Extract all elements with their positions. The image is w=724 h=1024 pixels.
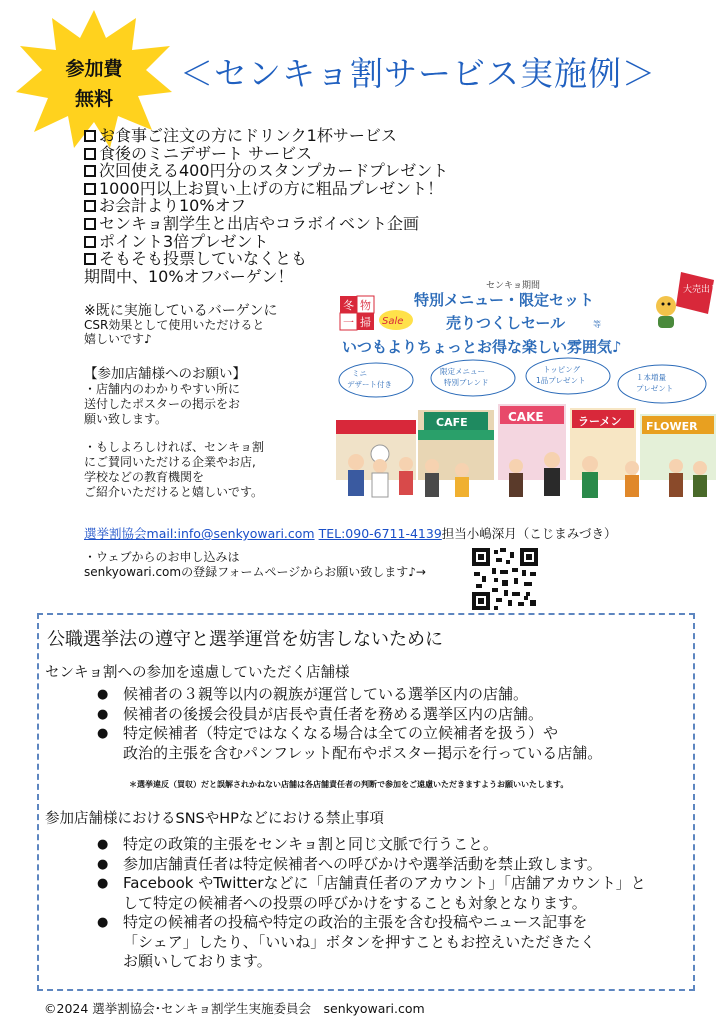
svg-text:大売出し: 大売出し <box>683 285 718 295</box>
list-item: ● 参加店舗責任者は特定候補者への呼びかけや選挙活動を禁止致します。 <box>97 855 646 875</box>
illustration-sale: 売りつくしセール <box>446 314 566 332</box>
list-item: ● 候補者の３親等以内の親族が運営している選挙区内の店舗。 <box>97 685 602 705</box>
request-heading: 【参加店舗様へのお願い】 <box>84 366 246 382</box>
service-item: そもそも投票していなくとも <box>84 250 544 268</box>
checkbox-icon <box>84 218 96 230</box>
list-item: ● Facebook やTwitterなどに「店舗責任者のアカウント」「店舗アカウント」と して特定の候補者への投票の呼びかけをすることも対象となります。 <box>97 874 646 913</box>
shop-sign-ramen: ラーメン <box>578 415 622 428</box>
svg-text:１本増量: １本増量 <box>636 373 666 382</box>
checkbox-icon <box>84 200 96 212</box>
badge-line-2: 無料 <box>74 88 113 110</box>
svg-text:限定メニュー: 限定メニュー <box>440 367 485 376</box>
service-item: ポイント3倍プレゼント <box>84 233 544 251</box>
list-item: ● 特定の政策的主張をセンキョ割と同じ文脈で行うこと。 <box>97 835 646 855</box>
footer: ©2024 選挙割協会･センキョ割学生実施委員会 senkyowari.com <box>44 1001 425 1016</box>
illustration-period: センキョ期間 <box>486 281 541 291</box>
shop-sign-cafe: CAFE <box>436 416 468 429</box>
web-application-note: ・ウェブからのお申し込みは senkyowari.comの登録フォームページからお願い致します♪→ <box>84 550 426 579</box>
shop-sign-flower: FLOWER <box>646 420 698 433</box>
service-item-continuation: 期間中、10%オフバーゲン！ <box>84 266 294 286</box>
org-link[interactable]: 選挙割協会 <box>84 526 147 541</box>
email-link[interactable]: mail:info@senkyowari.com <box>146 526 315 541</box>
bubble-mini-dessert <box>339 363 413 397</box>
election-note: ＊選挙違反（買収）だと誤解されかねない店舗は各店舗責任者の判断で参加をご遠慮いただきますようお願いいたします。 <box>129 780 569 789</box>
contact-person: 担当小嶋深月（こじまみづき） <box>441 526 617 541</box>
sns-prohibitions-heading: 参加店舗様におけるSNSやHPなどにおける禁止事項 <box>45 811 384 827</box>
shop-sign-cake: CAKE <box>508 410 544 424</box>
restricted-shops-list <box>97 685 602 763</box>
sale-tag-icon <box>379 310 413 330</box>
bubble-topping <box>526 358 610 394</box>
service-item: お会計より10%オフ <box>84 197 544 215</box>
badge-line-1: 参加費 <box>65 58 123 80</box>
tel-link[interactable]: TEL:090-6711-4139 <box>318 526 442 541</box>
illustration-tagline: いつもよりちょっとお得な楽しい雰囲気♪ <box>342 338 622 356</box>
svg-text:プレゼント: プレゼント <box>636 384 674 393</box>
svg-text:Sale: Sale <box>382 316 404 327</box>
svg-text:冬: 冬 <box>343 299 354 312</box>
shop-street-illustration <box>336 270 718 520</box>
list-item: ● 特定候補者（特定ではなくなる場合は全ての立候補者を扱う）や 政治的主張を含むパンフレット配布やポスター掲示を行っている店舗。 <box>97 724 602 763</box>
svg-text:掃: 掃 <box>360 316 371 329</box>
qr-code-icon[interactable] <box>472 548 538 610</box>
csr-note: ※既に実施しているバーゲンに CSR効果として使用いただけると 嬉しいです♪ <box>84 303 278 346</box>
illustration-menu: 特別メニュー・限定セット <box>414 291 595 309</box>
election-heading: 公職選挙法の遵守と選挙運営を妨害しないために <box>47 629 443 650</box>
list-item: ● 特定の候補者の投稿や特定の政治的主張を含む投稿やニュース記事を 「シェア」したり、「いいね」ボタンを押すこともお控えいただきたく お願いしております。 <box>97 913 646 972</box>
svg-text:特別ブレンド: 特別ブレンド <box>444 378 489 387</box>
checkbox-icon <box>84 165 96 177</box>
contact-line <box>84 524 617 542</box>
shop-fronts <box>336 404 718 520</box>
checkbox-icon <box>84 253 96 265</box>
svg-text:トッピング: トッピング <box>543 365 581 374</box>
service-item: 次回使える400円分のスタンプカードプレゼント <box>84 162 544 180</box>
checkbox-icon <box>84 236 96 248</box>
election-law-notice <box>37 613 695 991</box>
page-title: ＜センキョ割サービス実施例＞ <box>180 54 656 93</box>
list-item: ● 候補者の後援会役員が店長や責任者を務める選挙区内の店舗。 <box>97 705 602 725</box>
winter-sale-sign <box>340 296 374 330</box>
service-item: 1000円以上お買い上げの方に粗品プレゼント！ <box>84 180 544 198</box>
big-sale-mascot-icon <box>656 272 718 328</box>
sns-prohibitions-list <box>97 835 646 972</box>
svg-text:デザート付き: デザート付き <box>347 380 392 389</box>
bubble-limited-menu <box>431 360 515 396</box>
request-item-referral: ・もしよろしければ、センキョ割 にご賛同いただける企業やお店, 学校などの教育機関を ご紹介いただけると嬉しいです。 <box>84 440 265 499</box>
restricted-shops-heading: センキョ割への参加を遠慮していただく店舗様 <box>45 665 350 681</box>
service-item: お食事ご注文の方にドリンク1杯サービス <box>84 127 544 145</box>
checkbox-icon <box>84 183 96 195</box>
service-list <box>84 127 544 285</box>
request-item-poster: ・店舗内のわかりやすい所に 送付したポスターの掲示をお 願い致します。 <box>84 382 241 426</box>
checkbox-icon <box>84 148 96 160</box>
svg-text:一: 一 <box>343 316 354 329</box>
illustration-sale-suffix: 等 <box>593 320 601 329</box>
checkbox-icon <box>84 130 96 142</box>
svg-text:1品プレゼント: 1品プレゼント <box>536 376 586 385</box>
service-item: 食後のミニデザート サービス <box>84 145 544 163</box>
bubble-extra-one <box>618 365 706 403</box>
svg-text:物: 物 <box>360 299 371 312</box>
service-item: センキョ割学生と出店やコラボイベント企画 <box>84 215 544 233</box>
svg-text:ミニ: ミニ <box>352 369 367 378</box>
